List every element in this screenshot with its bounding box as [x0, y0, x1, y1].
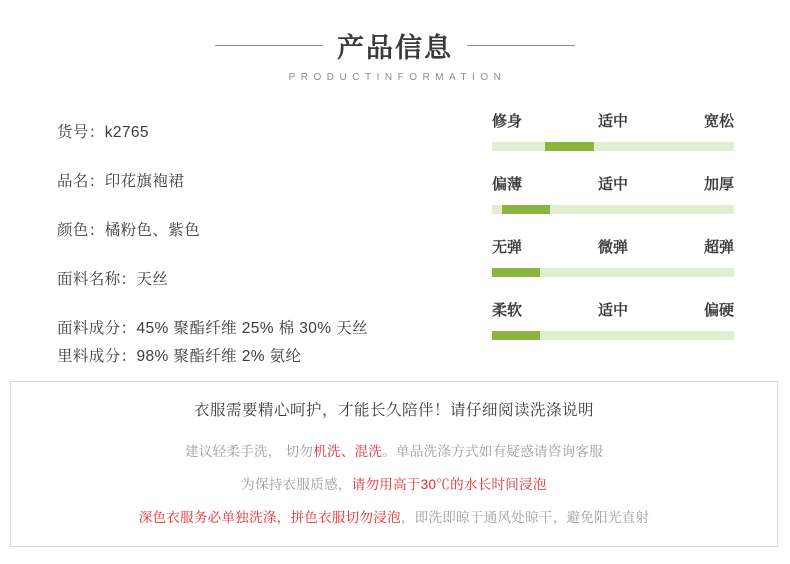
attribute-fill-thickness [502, 205, 550, 214]
attribute-label-thickness-0: 偏薄 [492, 176, 523, 193]
attribute-track-thickness [492, 205, 734, 214]
info-line-product-name: 品名：印花旗袍裙 [57, 173, 185, 190]
info-line-fabric-composition: 面料成分：45% 聚酯纤维 25% 棉 30% 天丝 [57, 320, 369, 337]
attribute-label-softness-2: 偏硬 [703, 302, 734, 319]
attribute-fill-fit [545, 142, 593, 151]
info-line-lining-composition: 里料成分：98% 聚酯纤维 2% 氨纶 [57, 348, 302, 365]
care-text-plain: ，即洗即晾于通风处晾干，避免阳光直射 [400, 510, 650, 525]
care-text-plain: 。单品洗涤方式如有疑惑请咨询客服 [382, 444, 604, 459]
attribute-fill-softness [492, 331, 540, 340]
attribute-group-thickness [492, 173, 734, 214]
attribute-label-thickness-2: 加厚 [703, 176, 734, 193]
attribute-fill-elasticity [492, 268, 540, 277]
care-instruction-line-2 [11, 473, 777, 493]
header-rule-left [215, 45, 323, 46]
attribute-group-fit [492, 110, 734, 151]
info-line-color: 颜色：橘粉色、紫色 [57, 222, 201, 239]
attribute-group-softness [492, 299, 734, 340]
header-title-row [0, 26, 790, 65]
attribute-track-softness [492, 331, 734, 340]
care-text-highlight: 机洗、混洗 [313, 444, 383, 459]
attribute-scales [492, 110, 734, 362]
care-instructions-box [10, 381, 778, 547]
attribute-track-elasticity [492, 268, 734, 277]
info-line-item-code: 货号：k2765 [57, 124, 149, 141]
attribute-label-fit-0: 修身 [492, 113, 523, 130]
product-info-list [57, 120, 477, 366]
care-text-highlight: 请勿用高于30℃的水长时间浸泡 [351, 477, 547, 492]
attribute-label-fit-1: 适中 [597, 113, 628, 130]
attribute-label-elasticity-0: 无弹 [492, 239, 523, 256]
care-text-plain: 建议轻柔手洗， 切勿 [184, 444, 314, 459]
attribute-labels-fit [492, 110, 734, 131]
attribute-label-softness-1: 适中 [597, 302, 628, 319]
care-instruction-line-3 [11, 506, 777, 526]
page-header [0, 26, 790, 83]
attribute-label-softness-0: 柔软 [492, 302, 523, 319]
info-line-fabric-name: 面料名称：天丝 [57, 271, 169, 288]
attribute-track-fit [492, 142, 734, 151]
attribute-labels-softness [492, 299, 734, 320]
attribute-group-elasticity [492, 236, 734, 277]
care-text-plain: 为保持衣服质感， [241, 477, 352, 492]
attribute-label-thickness-1: 适中 [597, 176, 628, 193]
attribute-labels-elasticity [492, 236, 734, 257]
care-text-highlight: 深色衣服务必单独洗涤，拼色衣服切勿浸泡 [138, 510, 401, 525]
attribute-labels-thickness [492, 173, 734, 194]
attribute-label-elasticity-1: 微弹 [597, 239, 628, 256]
care-instructions-title: 衣服需要精心呵护，才能长久陪伴！请仔细阅读洗涤说明 [193, 402, 594, 419]
attribute-label-fit-2: 宽松 [703, 113, 734, 130]
attribute-label-elasticity-2: 超弹 [703, 239, 734, 256]
page-title: 产品信息 [337, 33, 453, 63]
header-rule-right [467, 45, 575, 46]
care-instruction-line-1 [11, 440, 777, 460]
page-subtitle: PRODUCTINFORMATION [288, 72, 507, 83]
